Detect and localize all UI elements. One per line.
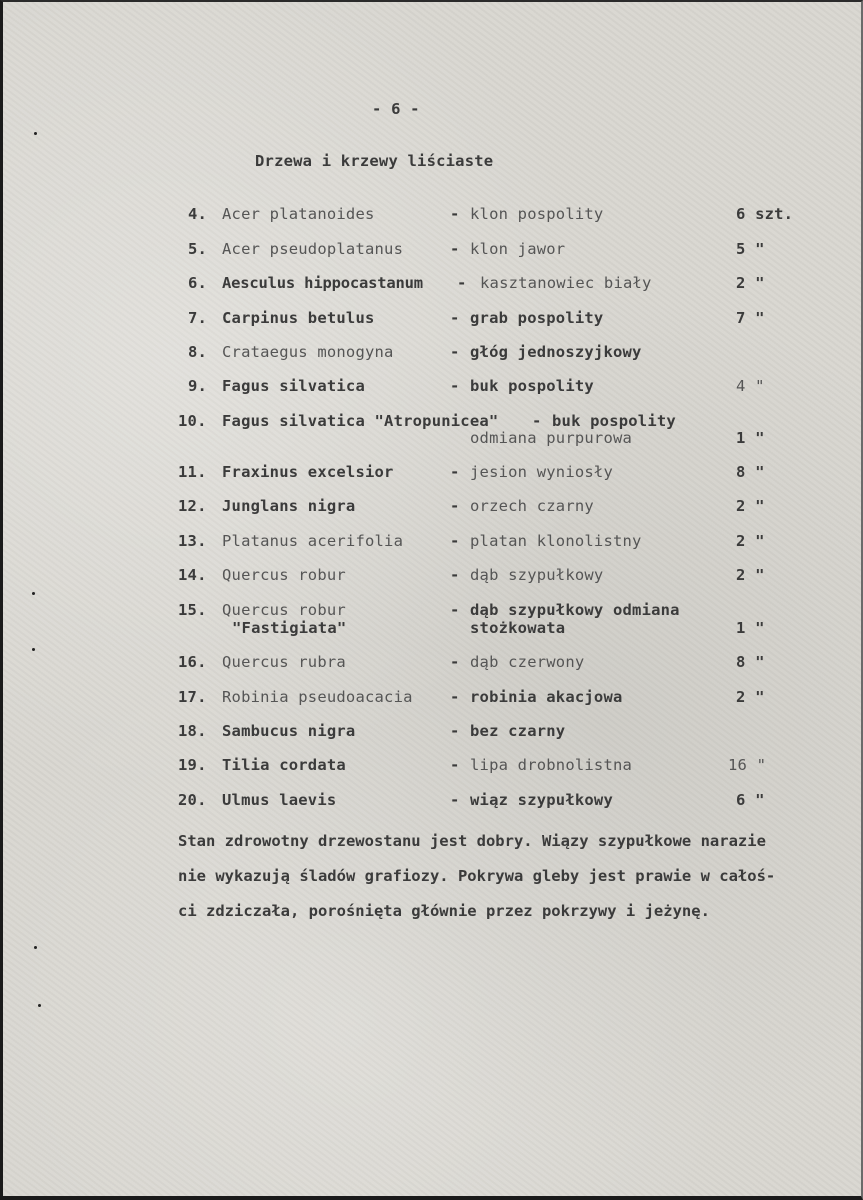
row-number: 19.: [178, 756, 207, 774]
row-number: 6.: [188, 274, 208, 292]
row-number: 7.: [188, 309, 208, 327]
row-number: 5.: [188, 240, 208, 258]
polish-name: lipa drobnolistna: [470, 756, 633, 774]
latin-name: Acer platanoides: [222, 205, 375, 223]
dash: -: [450, 309, 460, 327]
polish-name: głóg jednoszyjkowy: [470, 343, 642, 361]
polish-name-continued: odmiana purpurowa: [470, 429, 633, 447]
row-number: 16.: [178, 653, 207, 671]
dash: -: [450, 205, 460, 223]
row-number: 4.: [188, 205, 208, 223]
page-heading: Drzewa i krzewy liściaste: [255, 152, 494, 170]
quantity: 2 ": [736, 566, 765, 584]
paragraph-line: nie wykazują śladów grafiozy. Pokrywa gleby jest prawie w całoś-: [178, 867, 776, 885]
latin-name: Junglans nigra: [222, 497, 356, 515]
dash: -: [450, 566, 460, 584]
quantity: 2 ": [736, 274, 765, 292]
quantity: 2 ": [736, 688, 765, 706]
row-number: 10.: [178, 412, 207, 430]
row-number: 9.: [188, 377, 208, 395]
polish-name: klon jawor: [470, 240, 566, 258]
latin-name: Platanus acerifolia: [222, 532, 404, 550]
polish-name: wiąz szypułkowy: [470, 791, 613, 809]
latin-name: Quercus robur: [222, 601, 346, 619]
polish-name: orzech czarny: [470, 497, 594, 515]
margin-mark: [32, 648, 35, 651]
polish-name: dąb szypułkowy odmiana: [470, 601, 680, 619]
latin-name: Acer pseudoplatanus: [222, 240, 404, 258]
dash: -: [457, 274, 467, 292]
dash: -: [450, 497, 460, 515]
latin-name: Ulmus laevis: [222, 791, 337, 809]
polish-name: robinia akacjowa: [470, 688, 623, 706]
polish-name: dąb czerwony: [470, 653, 585, 671]
margin-mark: [34, 946, 37, 949]
dash: -: [450, 791, 460, 809]
latin-name: Fagus silvatica "Atropunicea": [222, 412, 499, 430]
margin-mark: [32, 592, 35, 595]
dash: -: [450, 343, 460, 361]
latin-name: Aesculus hippocastanum: [222, 274, 423, 292]
row-number: 15.: [178, 601, 207, 619]
polish-name: platan klonolistny: [470, 532, 642, 550]
quantity: 6 ": [736, 791, 765, 809]
latin-name: Tilia cordata: [222, 756, 346, 774]
dash: -: [450, 463, 460, 481]
quantity: 8 ": [736, 653, 765, 671]
quantity: 16 ": [728, 756, 767, 774]
row-number: 17.: [178, 688, 207, 706]
latin-name: Quercus robur: [222, 566, 346, 584]
quantity: 7 ": [736, 309, 765, 327]
quantity: 2 ": [736, 532, 765, 550]
latin-name: Fagus silvatica: [222, 377, 365, 395]
polish-name: buk pospolity: [470, 377, 594, 395]
paragraph-line: Stan zdrowotny drzewostanu jest dobry. Wiązy szypułkowe narazie: [178, 832, 766, 850]
quantity: 5 ": [736, 240, 765, 258]
row-number: 14.: [178, 566, 207, 584]
page-number: - 6 -: [372, 100, 420, 118]
dash: -: [450, 653, 460, 671]
dash: -: [450, 756, 460, 774]
latin-name: Quercus rubra: [222, 653, 346, 671]
dash: -: [532, 412, 542, 430]
latin-name-continued: "Fastigiata": [232, 619, 347, 637]
quantity: 1 ": [736, 429, 765, 447]
dash: -: [450, 688, 460, 706]
dash: -: [450, 377, 460, 395]
row-number: 13.: [178, 532, 207, 550]
row-number: 11.: [178, 463, 207, 481]
quantity: 8 ": [736, 463, 765, 481]
latin-name: Sambucus nigra: [222, 722, 356, 740]
row-number: 20.: [178, 791, 207, 809]
polish-name-continued: stożkowata: [470, 619, 566, 637]
dash: -: [450, 240, 460, 258]
latin-name: Crataegus monogyna: [222, 343, 394, 361]
polish-name: buk pospolity: [552, 412, 676, 430]
polish-name: bez czarny: [470, 722, 566, 740]
row-number: 8.: [188, 343, 208, 361]
paragraph-line: ci zdziczała, porośnięta głównie przez pokrzywy i jeżynę.: [178, 902, 710, 920]
dash: -: [450, 532, 460, 550]
latin-name: Robinia pseudoacacia: [222, 688, 413, 706]
margin-mark: [38, 1004, 41, 1007]
polish-name: jesion wyniosły: [470, 463, 613, 481]
polish-name: kasztanowiec biały: [480, 274, 652, 292]
row-number: 18.: [178, 722, 207, 740]
polish-name: klon pospolity: [470, 205, 604, 223]
quantity: 4 ": [736, 377, 765, 395]
margin-mark: [34, 132, 37, 135]
quantity: 2 ": [736, 497, 765, 515]
latin-name: Carpinus betulus: [222, 309, 375, 327]
latin-name: Fraxinus excelsior: [222, 463, 394, 481]
dash: -: [450, 601, 460, 619]
quantity: 1 ": [736, 619, 765, 637]
row-number: 12.: [178, 497, 207, 515]
polish-name: grab pospolity: [470, 309, 604, 327]
dash: -: [450, 722, 460, 740]
quantity: 6 szt.: [736, 205, 794, 223]
polish-name: dąb szypułkowy: [470, 566, 604, 584]
